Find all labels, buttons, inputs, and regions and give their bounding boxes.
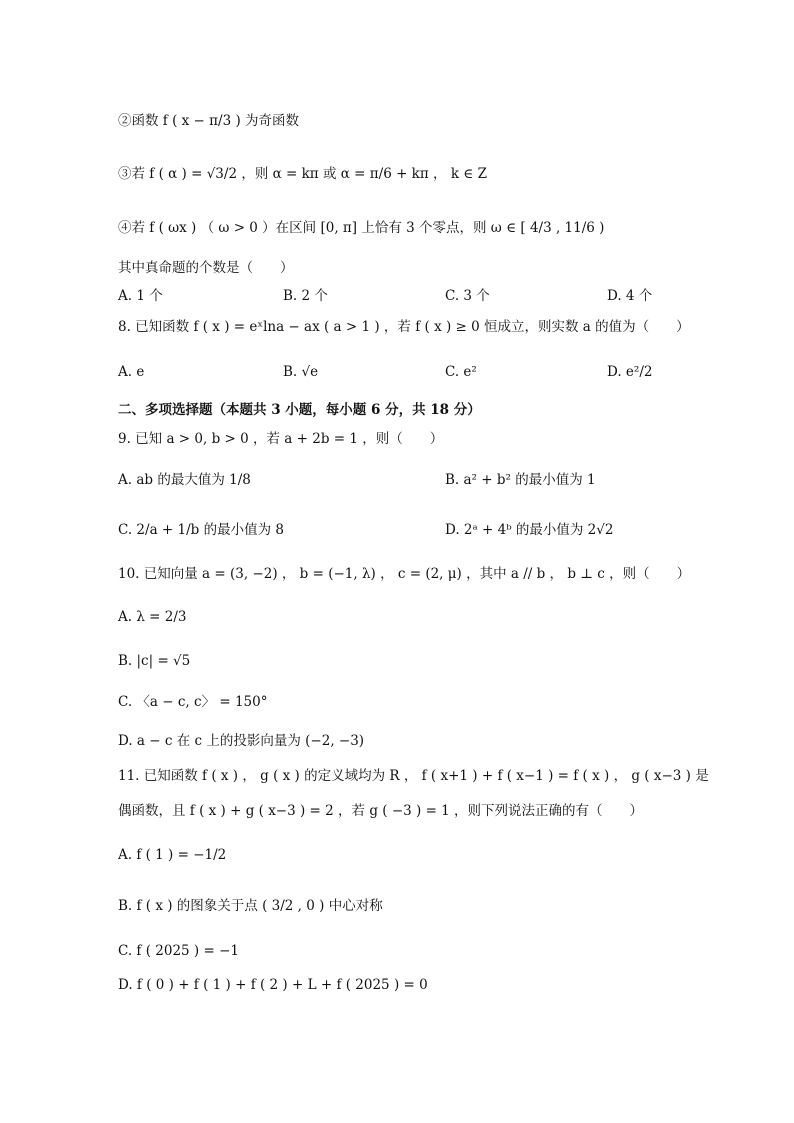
q10-option-a: A. λ = 2/3 [118, 609, 187, 625]
q11-stem-line-2: 偶函数，且 f ( x ) + g ( x−3 ) = 2 ，若 g ( −3 ) = 1 ，则下列说法正确的有（ ） [118, 803, 644, 819]
section-title-multiple-choice: 二、多项选择题（本题共 3 小题，每小题 6 分，共 18 分） [118, 402, 481, 418]
statement-3: ③若 f ( α ) = √3/2 ，则 α = kπ 或 α = π/6 + kπ ， k ∈ Z [118, 166, 487, 182]
q11-stem-line-1: 11. 已知函数 f ( x ) ， g ( x ) 的定义域均为 R ， f ( x+1 ) + f ( x−1 ) = f ( x ) ， g ( x−3 ) 是 [118, 768, 709, 784]
q7-option-c: C. 3 个 [445, 288, 490, 304]
q8-option-c: C. e² [445, 364, 477, 380]
q8-option-d: D. e²/2 [607, 364, 653, 380]
q9-option-b: B. a² + b² 的最小值为 1 [445, 472, 596, 488]
q11-option-d: D. f ( 0 ) + f ( 1 ) + f ( 2 ) + L + f ( 2025 ) = 0 [118, 977, 428, 993]
q11-option-b: B. f ( x ) 的图象关于点 ( 3/2 , 0 ) 中心对称 [118, 898, 383, 914]
q9-option-a: A. ab 的最大值为 1/8 [118, 472, 251, 488]
q8-option-b: B. √e [283, 364, 319, 380]
q9-option-c: C. 2/a + 1/b 的最小值为 8 [118, 522, 284, 538]
statement-2: ②函数 f ( x − π/3 ) 为奇函数 [118, 113, 300, 129]
q10-option-d: D. a − c 在 c 上的投影向量为 (−2, −3) [118, 733, 365, 749]
q7-option-d: D. 4 个 [607, 288, 653, 304]
statement-4: ④若 f ( ωx ) （ ω > 0 ）在区间 [0, π] 上恰有 3 个零点，则 ω ∈ [ 4/3 , 11/6 ) [118, 220, 605, 236]
q8-stem: 8. 已知函数 f ( x ) = eˣlna − ax ( a > 1 ) ，若 f ( x ) ≥ 0 恒成立，则实数 a 的值为（ ） [118, 319, 690, 335]
q7-option-b: B. 2 个 [283, 288, 328, 304]
q10-stem: 10. 已知向量 a = (3, −2) ， b = (−1, λ) ， c = (2, μ) ，其中 a // b ， b ⊥ c ，则（ ） [118, 566, 691, 582]
q10-option-c: C. 〈a − c, c〉 = 150° [118, 694, 268, 710]
q7-option-a: A. 1 个 [118, 288, 163, 304]
q9-option-d: D. 2ᵃ + 4ᵇ 的最小值为 2√2 [445, 522, 614, 538]
q11-option-c: C. f ( 2025 ) = −1 [118, 943, 239, 959]
q8-option-a: A. e [118, 364, 145, 380]
q11-option-a: A. f ( 1 ) = −1/2 [118, 847, 227, 863]
q10-option-b: B. |c| = √5 [118, 653, 191, 669]
q9-stem: 9. 已知 a > 0, b > 0 ，若 a + 2b = 1 ，则（ ） [118, 431, 444, 447]
count-question: 其中真命题的个数是（ ） [118, 260, 294, 276]
